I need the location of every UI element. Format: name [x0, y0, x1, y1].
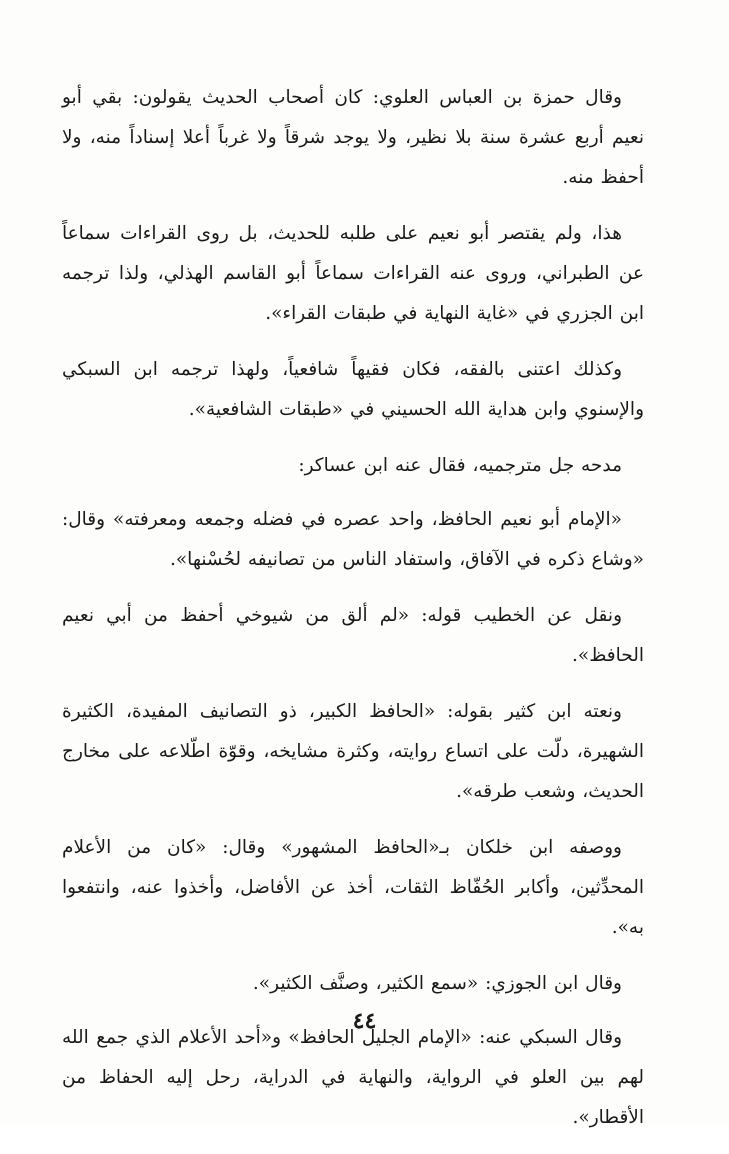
page-number: ٤٤: [352, 1008, 377, 1034]
paragraph-ibn-jawzi-quote: وقال ابن الجوزي: «سمع الكثير، وصنَّف الكثير».: [252, 973, 622, 994]
paragraph-ibn-khallikan-quote: ووصفه ابن خلكان بـ«الحافظ المشهور» وقال: «كان من الأعلام المحدِّثين، وأكابر الحُفّاظ الثقات، أخذ عن الأفاضل، وأخذوا عنه، وانتفعوا به».: [62, 837, 644, 938]
paragraph-qiraat: هذا، ولم يقتصر أبو نعيم على طلبه للحديث، بل روى القراءات سماعاً عن الطبراني، وروى عنه القراءات سماعاً أبو القاسم الهذلي، ولذا ترجمه ابن الجزري في «غاية النهاية في طبقات القراء».: [62, 223, 644, 324]
paragraph-hamza-quote: وقال حمزة بن العباس العلوي: كان أصحاب الحديث يقولون: بقي أبو نعيم أربع عشرة سنة بلا نظير، ولا يوجد شرقاً ولا غرباً أعلا إسناداً منه، ولا أحفظ منه.: [62, 87, 644, 188]
paragraph-khatib-quote: ونقل عن الخطيب قوله: «لم ألق من شيوخي أحفظ من أبي نعيم الحافظ».: [62, 605, 644, 666]
paragraph-ibn-asakir-intro: مدحه جل مترجميه، فقال عنه ابن عساكر:: [298, 455, 622, 476]
paragraph-fiqh: وكذلك اعتنى بالفقه، فكان فقيهاً شافعياً، ولهذا ترجمه ابن السبكي والإسنوي وابن هداية الله الحسيني في «طبقات الشافعية».: [62, 359, 644, 420]
paragraph-ibn-asakir-quote: «الإمام أبو نعيم الحافظ، واحد عصره في فضله وجمعه ومعرفته» وقال: «وشاع ذكره في الآفاق، واستفاد الناس من تصانيفه لحُسْنها».: [62, 509, 644, 570]
paragraph-ibn-kathir-quote: ونعته ابن كثير بقوله: «الحافظ الكبير، ذو التصانيف المفيدة، الكثيرة الشهيرة، دلّت على اتساع روايته، وكثرة مشايخه، وقوّة اطّلاعه على مخارج الحديث، وشعب طرقه».: [62, 701, 644, 802]
paragraph-subki-quote: وقال السبكي عنه: «الإمام الجليل الحافظ» و«أحد الأعلام الذي جمع الله لهم بين العلو في الرواية، والنهاية في الدراية، رحل إليه الحفاظ من الأقطار».: [62, 1027, 644, 1128]
body-text: [62, 78, 644, 1154]
